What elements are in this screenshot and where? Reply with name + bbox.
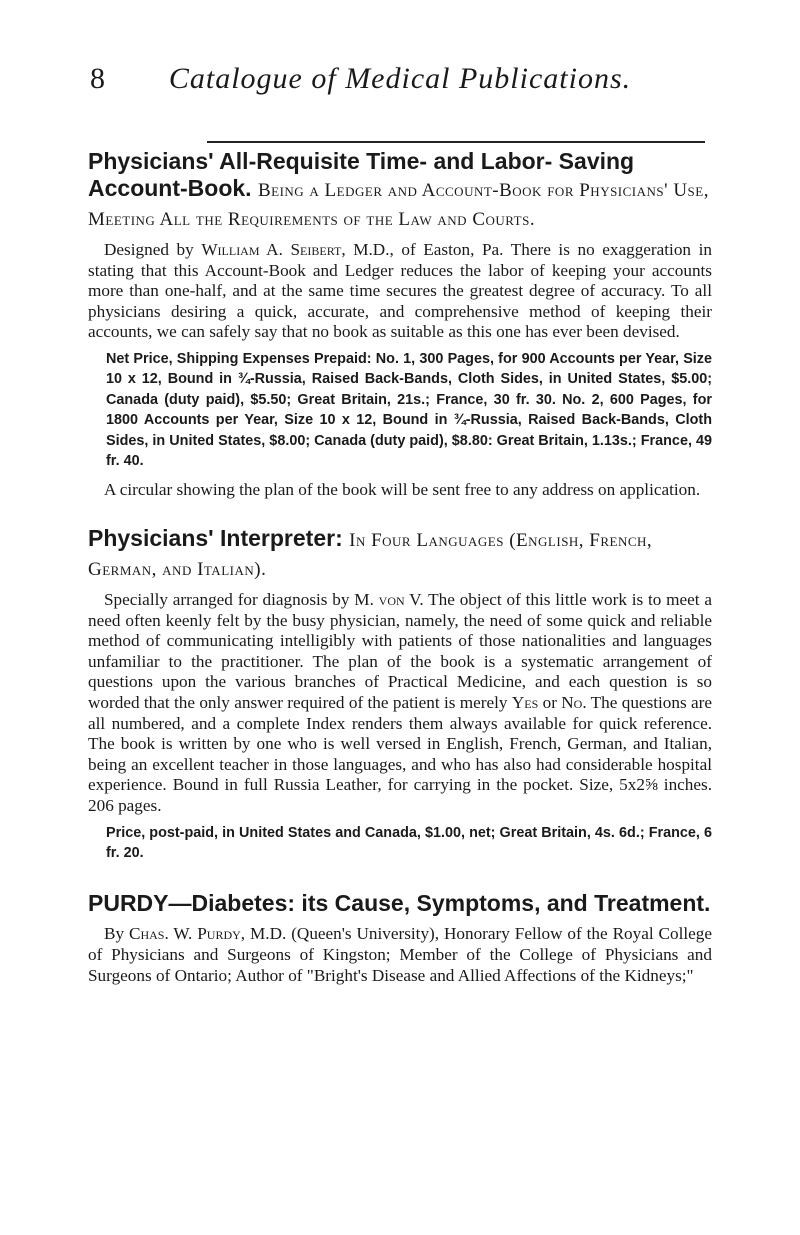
header-rule xyxy=(207,141,705,143)
author-name: William A. Seibert xyxy=(201,240,342,259)
entry-heading xyxy=(88,148,712,233)
description-text: The object of this little work is to meet a need often keenly felt by the busy physician, namely, the need of some quick and reliable method of communicating intelligibly with patients of those nationalities and languages unfamiliar to the practitioner. The plan of the book is a systematic arrangement of questions upon the various branches of Practical Medicine, and each question is so worded that the only answer required of the patient is merely xyxy=(88,590,713,712)
price-block: Net Price, Shipping Expenses Prepaid: No. 1, 300 Pages, for 900 Accounts per Year, Size 10 x 12, Bound in ¾-Russia, Raised Back-Bands, Cloth Sides, in United States, $5.00; Canada (duty paid), $5.50; Great Britain, 21s.; France, 30 fr. 30. No. 2, 600 Pages, for 1800 Accounts per Year, Size 10 x 12, Bound in ¾-Russia, Raised Back-Bands, Cloth Sides, in United States, $8.00; Canada (duty paid), $8.80: Great Britain, 1.13s.; France, 49 fr. 40. xyxy=(106,350,712,469)
price-block: Price, post-paid, in United States and Canada, $1.00, net; Great Britain, 4s. 6d.; France, 6 fr. 20. xyxy=(106,824,712,861)
description-text: , M.D., of Easton, Pa. There is no exaggeration in stating that this Account-Book and Ledger reduces the labor of keeping your accounts more than one-half, and at the same time secures the greatest degree of accuracy. To all physicians desiring a quick, accurate, and comprehensive method of keeping their accounts, we can safely say that no book as suitable as this one has ever been devised. xyxy=(88,240,712,342)
circular-note: A circular showing the plan of the book will be sent free to any address on application. xyxy=(104,480,701,500)
description-text: , M.D. (Queen's University), Honorary Fellow of the Royal College of Physicians and Surgeons of Kingston; Member of the College of Physicians and Surgeons of Ontario; Author of "Bright's Disease and Allied Affections of the Kidneys;" xyxy=(88,924,712,985)
entry-subtitle: In Four Languages (English, French, German, and Italian). xyxy=(88,530,653,580)
author-intro: Specially arranged for diagnosis by xyxy=(104,590,350,609)
entry-title: Physicians' Interpreter: xyxy=(88,525,343,551)
entry-subtitle: Being a Ledger and Account-Book for Physicians' Use, Meeting All the Requirements of the Law and Courts. xyxy=(88,180,709,230)
author-name: Chas. W. Purdy xyxy=(128,924,241,944)
author-intro: Designed by xyxy=(104,240,194,259)
author-name: M. von V. xyxy=(354,590,424,609)
entry-description xyxy=(88,590,712,817)
answer-no: No xyxy=(561,692,583,712)
entry-heading xyxy=(88,890,712,917)
entry-description xyxy=(88,924,712,986)
page-number: 8 xyxy=(90,62,106,95)
entry-title: PURDY—Diabetes: its Cause, Symptoms, and Treatment. xyxy=(88,890,711,917)
page-header xyxy=(88,62,712,102)
answer-or: or xyxy=(538,692,562,712)
description-text: . The questions are all numbered, and a complete Index renders them always available for quick reference. The book is written by one who is well versed in English, French, German, and Italian, being an excellent teacher in those languages, and who has also had considerable hospital experience. Bound in full Russia Leather, for carrying in the pocket. Size, 5x2⅝ inches. 206 pages. xyxy=(88,692,713,815)
author-intro: By xyxy=(104,924,125,944)
answer-yes: Yes xyxy=(511,692,539,712)
catalogue-body xyxy=(88,148,712,986)
entry-description xyxy=(88,240,712,343)
running-title: Catalogue of Medical Publications. xyxy=(168,62,632,95)
entry-title: Physicians' All-Requisite Time- and Labor- Saving Account-Book. xyxy=(88,148,635,201)
entry-heading xyxy=(88,525,712,583)
